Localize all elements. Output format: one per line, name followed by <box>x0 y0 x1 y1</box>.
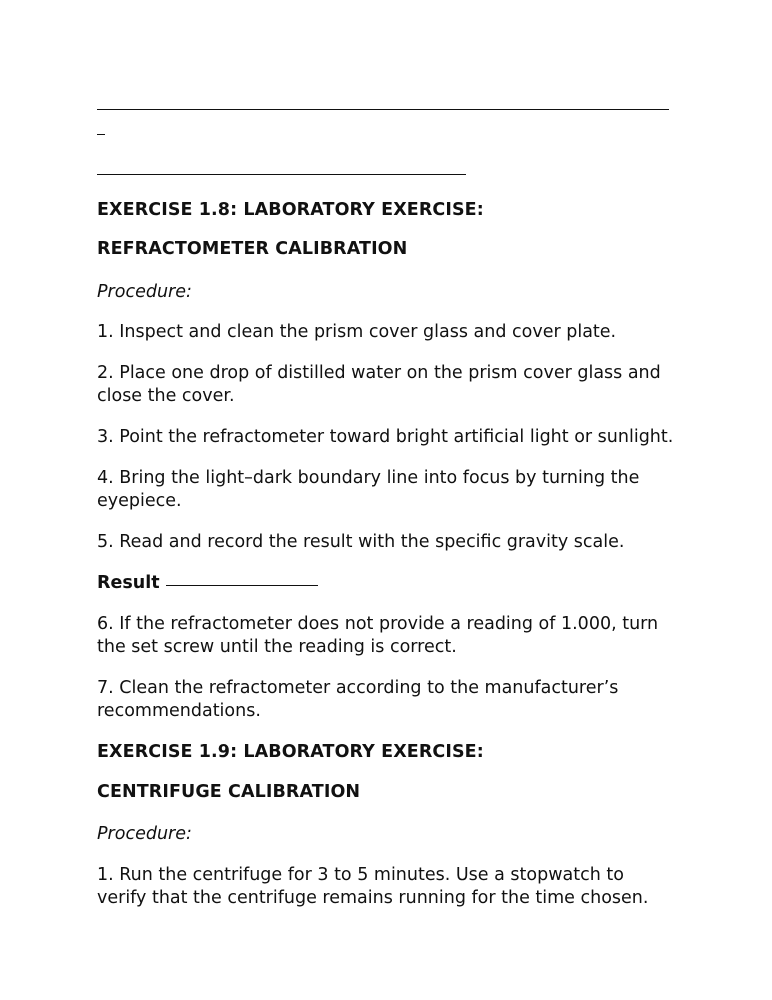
answer-line <box>97 109 669 110</box>
answer-line <box>97 134 105 135</box>
procedure-step: 7. Clean the refractometer according to the manufacturer’s recommendations. <box>97 678 619 721</box>
procedure-step: 4. Bring the light–dark boundary line into focus by turning the eyepiece. <box>97 468 640 511</box>
procedure-step: 3. Point the refractometer toward bright artificial light or sunlight. <box>97 427 674 447</box>
procedure-step: 1. Run the centrifuge for 3 to 5 minutes. Use a stopwatch to verify that the centrifuge remains running for the time chosen. <box>97 865 649 908</box>
procedure-label: Procedure: <box>97 824 192 844</box>
procedure-step: 6. If the refractometer does not provide a reading of 1.000, turn the set screw until the reading is correct. <box>97 614 659 657</box>
exercise-title: EXERCISE 1.9: LABORATORY EXERCISE: <box>97 742 484 762</box>
result-row <box>97 572 697 595</box>
exercise-title: EXERCISE 1.8: LABORATORY EXERCISE: <box>97 200 484 220</box>
procedure-step: 1. Inspect and clean the prism cover glass and cover plate. <box>97 322 617 342</box>
exercise-subtitle: CENTRIFUGE CALIBRATION <box>97 782 361 802</box>
exercise-subtitle: REFRACTOMETER CALIBRATION <box>97 239 408 259</box>
result-blank-line <box>166 585 318 586</box>
procedure-step: 5. Read and record the result with the specific gravity scale. <box>97 532 625 552</box>
result-label: Result <box>97 573 160 593</box>
answer-line <box>97 174 466 175</box>
procedure-step: 2. Place one drop of distilled water on the prism cover glass and close the cover. <box>97 363 661 406</box>
procedure-label: Procedure: <box>97 282 192 302</box>
